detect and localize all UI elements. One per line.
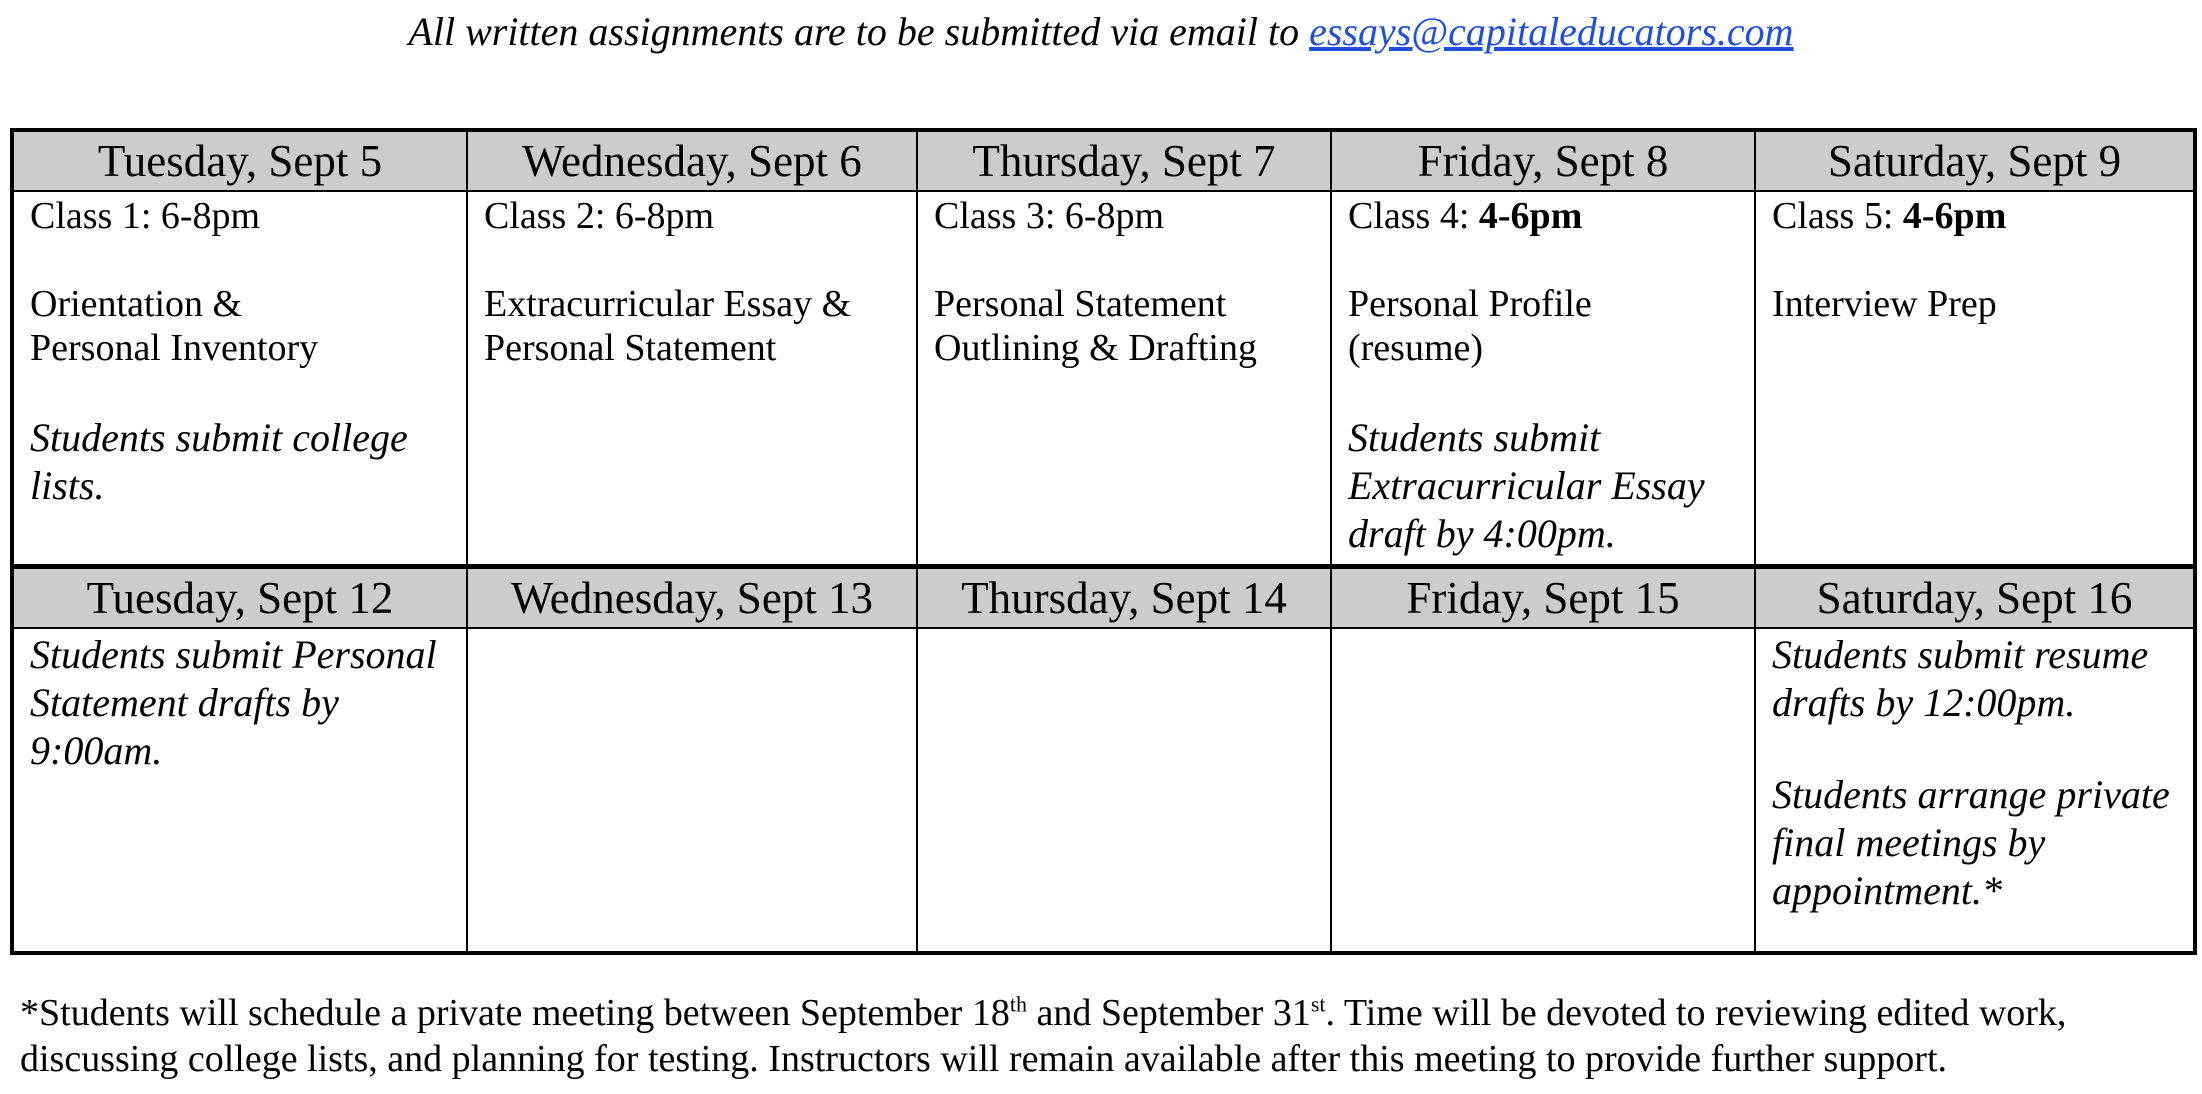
class-time: 6-8pm (160, 195, 261, 237)
class-time-line: Class 4: 4-6pm (1348, 195, 1583, 237)
day-header: Thursday, Sept 14 (917, 567, 1331, 629)
day-header: Tuesday, Sept 12 (12, 567, 467, 629)
week1-body-row (12, 191, 2195, 567)
day-header: Saturday, Sept 9 (1755, 130, 2195, 191)
day-header: Saturday, Sept 16 (1755, 567, 2195, 629)
assignment-note: Students submit resume drafts by 12:00pm. (1772, 632, 2149, 725)
day-header: Wednesday, Sept 6 (467, 130, 917, 191)
day-cell (917, 628, 1331, 953)
day-cell (917, 191, 1331, 567)
class-time-line: Class 3: 6-8pm (934, 195, 1165, 237)
day-header: Tuesday, Sept 5 (12, 130, 467, 191)
class-time: 4-6pm (1902, 195, 2007, 237)
submission-note (0, 4, 2202, 60)
class-topic: Extracurricular Essay & Personal Statement (484, 283, 852, 369)
assignment-note: Students arrange private final meetings by appointment.* (1772, 772, 2170, 913)
class-time-line: Class 2: 6-8pm (484, 195, 715, 237)
week2-header-row (12, 567, 2195, 629)
week1-header-row (12, 130, 2195, 191)
class-topic: Personal Statement Outlining & Drafting (934, 283, 1257, 369)
class-time: 4-6pm (1478, 195, 1583, 237)
class-topic: Orientation & Personal Inventory (30, 283, 319, 369)
day-cell (12, 191, 467, 567)
day-cell (467, 191, 917, 567)
day-header: Friday, Sept 15 (1331, 567, 1755, 629)
week2-body-row (12, 628, 2195, 953)
day-header: Thursday, Sept 7 (917, 130, 1331, 191)
class-time-line: Class 5: 4-6pm (1772, 195, 2007, 237)
day-header: Wednesday, Sept 13 (467, 567, 917, 629)
day-cell (1755, 191, 2195, 567)
assignment-note: Students submit Extracurricular Essay draft by 4:00pm. (1348, 415, 1705, 556)
class-time-line: Class 1: 6-8pm (30, 195, 261, 237)
day-cell (1331, 628, 1755, 953)
class-topic: Personal Profile (resume) (1348, 283, 1592, 369)
day-cell (1331, 191, 1755, 567)
assignment-note: Students submit Personal Statement drafts by 9:00am. (30, 632, 437, 773)
submission-note-text: All written assignments are to be submitted via email to (408, 9, 1300, 54)
day-header: Friday, Sept 8 (1331, 130, 1755, 191)
day-cell (12, 628, 467, 953)
class-time: 6-8pm (1064, 195, 1165, 237)
class-time: 6-8pm (614, 195, 715, 237)
day-cell (1755, 628, 2195, 953)
day-cell (467, 628, 917, 953)
email-link[interactable]: essays@capitaleducators.com (1309, 9, 1794, 54)
schedule-table (10, 128, 2197, 955)
footnote: *Students will schedule a private meeting between September 18th and September 31st. Time will be devoted to reviewing edited work, discussing college lists, and planning for testing. Instructors will remain available after this meeting to provide further support. (20, 991, 2067, 1080)
class-topic: Interview Prep (1772, 283, 1997, 325)
assignment-note: Students submit college lists. (30, 415, 408, 508)
